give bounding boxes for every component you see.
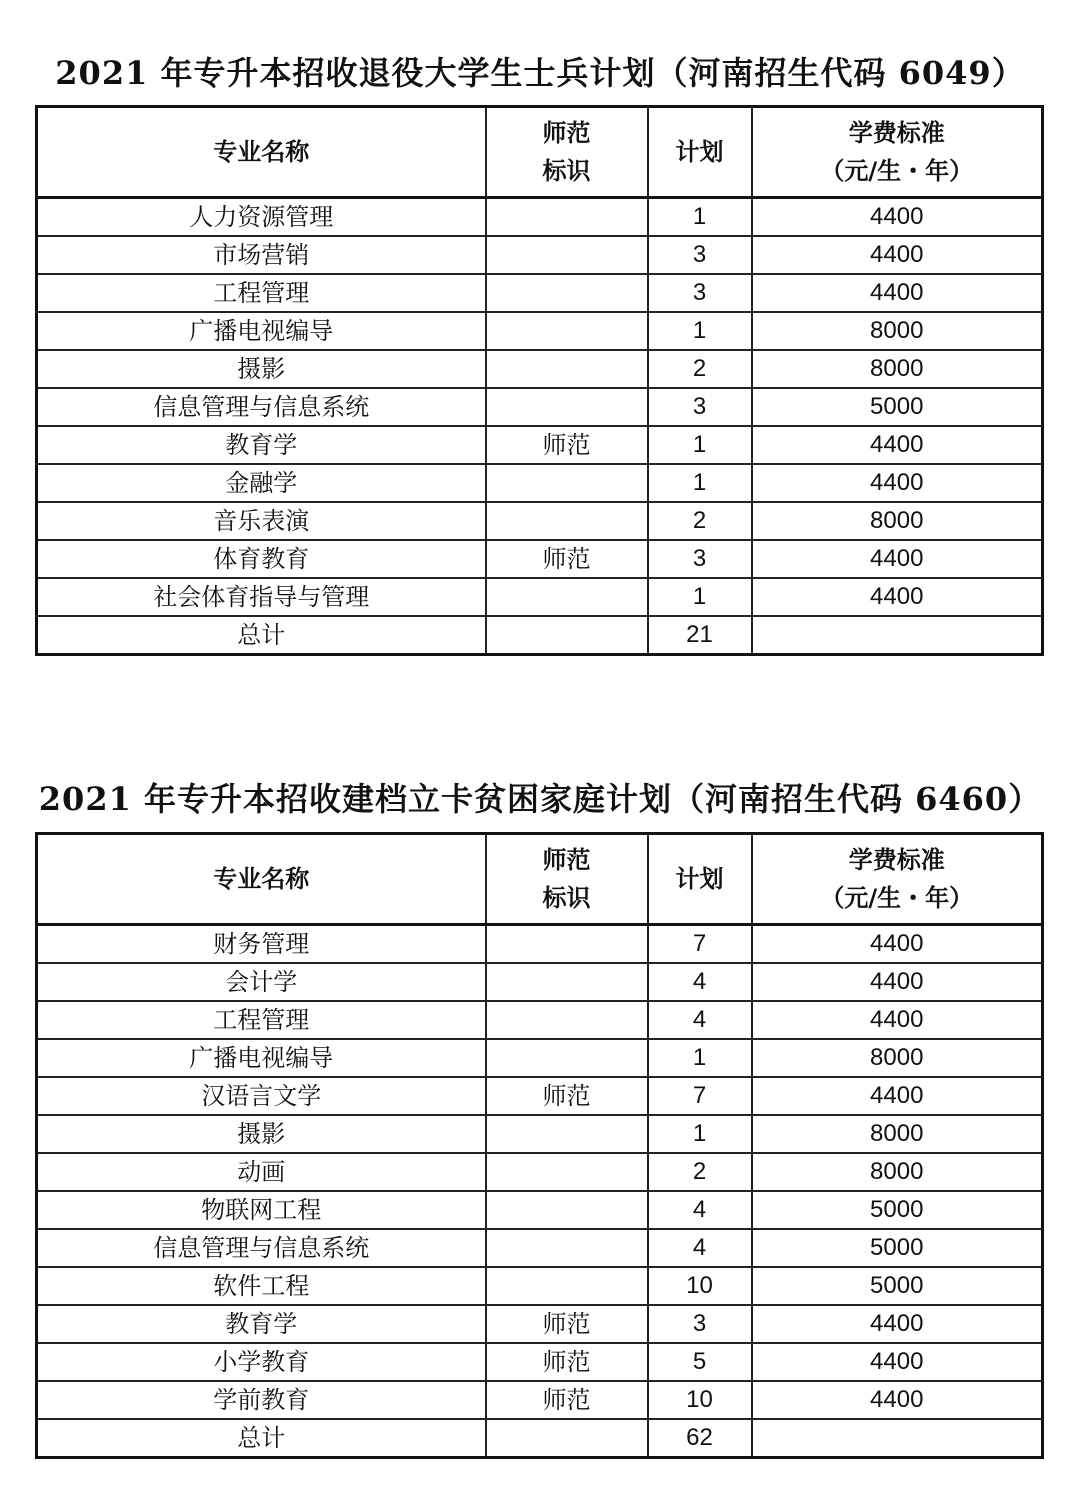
- fee-cell: 4400: [752, 925, 1043, 964]
- table-row: [37, 502, 1043, 540]
- table-row: [37, 1191, 1043, 1229]
- fee-cell: 4400: [752, 274, 1043, 312]
- table-row: [37, 1001, 1043, 1039]
- fee-cell: 4400: [752, 963, 1043, 1001]
- fee-cell: 5000: [752, 1267, 1043, 1305]
- plan-cell: 7: [648, 1077, 752, 1115]
- plan-cell: 1: [648, 578, 752, 616]
- header-normal-tag: [486, 834, 648, 925]
- normal-tag-cell: [486, 1115, 648, 1153]
- table-row: [37, 1229, 1043, 1267]
- table-row: [37, 1153, 1043, 1191]
- major-name-cell: 信息管理与信息系统: [37, 388, 486, 426]
- total-label-cell: 总计: [37, 1419, 486, 1458]
- header-fee: [752, 107, 1043, 198]
- header-fee-line2: （元/生・年）: [820, 157, 974, 185]
- total-tag-cell: [486, 1419, 648, 1458]
- fee-cell: 8000: [752, 1153, 1043, 1191]
- major-name-cell: 体育教育: [37, 540, 486, 578]
- major-name-cell: 物联网工程: [37, 1191, 486, 1229]
- table-row: [37, 1343, 1043, 1381]
- major-name-cell: 音乐表演: [37, 502, 486, 540]
- normal-tag-cell: [486, 198, 648, 237]
- table-row: [37, 963, 1043, 1001]
- header-normal-tag-line2: 标识: [542, 157, 591, 185]
- normal-tag-cell: [486, 464, 648, 502]
- total-plan-cell: 21: [648, 616, 752, 655]
- table-row: [37, 1077, 1043, 1115]
- table-row: [37, 464, 1043, 502]
- normal-tag-cell: [486, 350, 648, 388]
- major-name-cell: 学前教育: [37, 1381, 486, 1419]
- plan-cell: 3: [648, 236, 752, 274]
- normal-tag-cell: [486, 963, 648, 1001]
- plan-cell: 4: [648, 1229, 752, 1267]
- header-plan: 计划: [648, 107, 752, 198]
- table-row: [37, 1381, 1043, 1419]
- total-row: [37, 1419, 1043, 1458]
- normal-tag-cell: [486, 1191, 648, 1229]
- table2-poverty-families-plan: [35, 832, 1044, 1459]
- normal-tag-cell: [486, 1153, 648, 1191]
- table-row: [37, 540, 1043, 578]
- major-name-cell: 软件工程: [37, 1267, 486, 1305]
- plan-cell: 4: [648, 963, 752, 1001]
- header-fee-line1: 学费标准: [848, 119, 945, 147]
- major-name-cell: 广播电视编导: [37, 312, 486, 350]
- total-plan-cell: 62: [648, 1419, 752, 1458]
- normal-tag-cell: 师范: [486, 540, 648, 578]
- normal-tag-cell: [486, 578, 648, 616]
- major-name-cell: 小学教育: [37, 1343, 486, 1381]
- header-fee: [752, 834, 1043, 925]
- total-fee-cell: [752, 616, 1043, 655]
- normal-tag-cell: [486, 925, 648, 964]
- header-major-name: 专业名称: [37, 834, 486, 925]
- table-row: [37, 1115, 1043, 1153]
- major-name-cell: 人力资源管理: [37, 198, 486, 237]
- header-normal-tag-line1: 师范: [542, 846, 591, 874]
- header-normal-tag-line1: 师范: [542, 119, 591, 147]
- fee-cell: 4400: [752, 1343, 1043, 1381]
- plan-cell: 4: [648, 1191, 752, 1229]
- plan-cell: 1: [648, 312, 752, 350]
- total-label-cell: 总计: [37, 616, 486, 655]
- plan-cell: 2: [648, 1153, 752, 1191]
- normal-tag-cell: [486, 1267, 648, 1305]
- normal-tag-cell: [486, 1039, 648, 1077]
- fee-cell: 4400: [752, 1077, 1043, 1115]
- fee-cell: 8000: [752, 1039, 1043, 1077]
- table-row: [37, 1267, 1043, 1305]
- fee-cell: 4400: [752, 540, 1043, 578]
- total-fee-cell: [752, 1419, 1043, 1458]
- fee-cell: 4400: [752, 236, 1043, 274]
- plan-cell: 2: [648, 502, 752, 540]
- normal-tag-cell: 师范: [486, 1305, 648, 1343]
- table-row: [37, 388, 1043, 426]
- fee-cell: 5000: [752, 1229, 1043, 1267]
- major-name-cell: 动画: [37, 1153, 486, 1191]
- normal-tag-cell: 师范: [486, 1343, 648, 1381]
- header-normal-tag: [486, 107, 648, 198]
- table-row: [37, 274, 1043, 312]
- header-normal-tag-line2: 标识: [542, 884, 591, 912]
- table2-title: 2021 年专升本招收建档立卡贫困家庭计划（河南招生代码 6460）: [38, 780, 1042, 818]
- normal-tag-cell: [486, 236, 648, 274]
- plan-cell: 1: [648, 1115, 752, 1153]
- table1-veterans-plan: [35, 105, 1044, 656]
- major-name-cell: 摄影: [37, 350, 486, 388]
- normal-tag-cell: [486, 312, 648, 350]
- normal-tag-cell: 师范: [486, 1381, 648, 1419]
- table1-title: 2021 年专升本招收退役大学生士兵计划（河南招生代码 6049）: [55, 54, 1025, 92]
- plan-cell: 10: [648, 1381, 752, 1419]
- plan-cell: 1: [648, 198, 752, 237]
- major-name-cell: 社会体育指导与管理: [37, 578, 486, 616]
- fee-cell: 8000: [752, 502, 1043, 540]
- normal-tag-cell: 师范: [486, 1077, 648, 1115]
- fee-cell: 4400: [752, 464, 1043, 502]
- fee-cell: 8000: [752, 312, 1043, 350]
- plan-cell: 1: [648, 464, 752, 502]
- total-row: [37, 616, 1043, 655]
- table-row: [37, 1305, 1043, 1343]
- table-row: [37, 350, 1043, 388]
- table-row: [37, 198, 1043, 237]
- fee-cell: 4400: [752, 578, 1043, 616]
- fee-cell: 8000: [752, 1115, 1043, 1153]
- header-plan: 计划: [648, 834, 752, 925]
- major-name-cell: 教育学: [37, 426, 486, 464]
- fee-cell: 4400: [752, 1381, 1043, 1419]
- major-name-cell: 信息管理与信息系统: [37, 1229, 486, 1267]
- major-name-cell: 摄影: [37, 1115, 486, 1153]
- plan-cell: 3: [648, 388, 752, 426]
- plan-cell: 1: [648, 426, 752, 464]
- fee-cell: 4400: [752, 1305, 1043, 1343]
- plan-cell: 3: [648, 540, 752, 578]
- normal-tag-cell: 师范: [486, 426, 648, 464]
- header-row: [37, 107, 1043, 198]
- header-row: [37, 834, 1043, 925]
- table-row: [37, 1039, 1043, 1077]
- major-name-cell: 金融学: [37, 464, 486, 502]
- table-row: [37, 426, 1043, 464]
- table-row: [37, 925, 1043, 964]
- fee-cell: 4400: [752, 1001, 1043, 1039]
- table-row: [37, 236, 1043, 274]
- header-major-name: 专业名称: [37, 107, 486, 198]
- header-fee-line1: 学费标准: [848, 846, 945, 874]
- normal-tag-cell: [486, 502, 648, 540]
- major-name-cell: 汉语言文学: [37, 1077, 486, 1115]
- major-name-cell: 会计学: [37, 963, 486, 1001]
- normal-tag-cell: [486, 1001, 648, 1039]
- major-name-cell: 广播电视编导: [37, 1039, 486, 1077]
- major-name-cell: 财务管理: [37, 925, 486, 964]
- plan-cell: 4: [648, 1001, 752, 1039]
- header-fee-line2: （元/生・年）: [820, 884, 974, 912]
- plan-cell: 5: [648, 1343, 752, 1381]
- fee-cell: 4400: [752, 198, 1043, 237]
- fee-cell: 8000: [752, 350, 1043, 388]
- major-name-cell: 工程管理: [37, 274, 486, 312]
- normal-tag-cell: [486, 1229, 648, 1267]
- major-name-cell: 市场营销: [37, 236, 486, 274]
- total-tag-cell: [486, 616, 648, 655]
- table-row: [37, 578, 1043, 616]
- plan-cell: 1: [648, 1039, 752, 1077]
- plan-cell: 3: [648, 1305, 752, 1343]
- plan-cell: 3: [648, 274, 752, 312]
- fee-cell: 5000: [752, 1191, 1043, 1229]
- normal-tag-cell: [486, 388, 648, 426]
- plan-cell: 2: [648, 350, 752, 388]
- table-row: [37, 312, 1043, 350]
- fee-cell: 4400: [752, 426, 1043, 464]
- plan-cell: 10: [648, 1267, 752, 1305]
- major-name-cell: 工程管理: [37, 1001, 486, 1039]
- normal-tag-cell: [486, 274, 648, 312]
- major-name-cell: 教育学: [37, 1305, 486, 1343]
- plan-cell: 7: [648, 925, 752, 964]
- fee-cell: 5000: [752, 388, 1043, 426]
